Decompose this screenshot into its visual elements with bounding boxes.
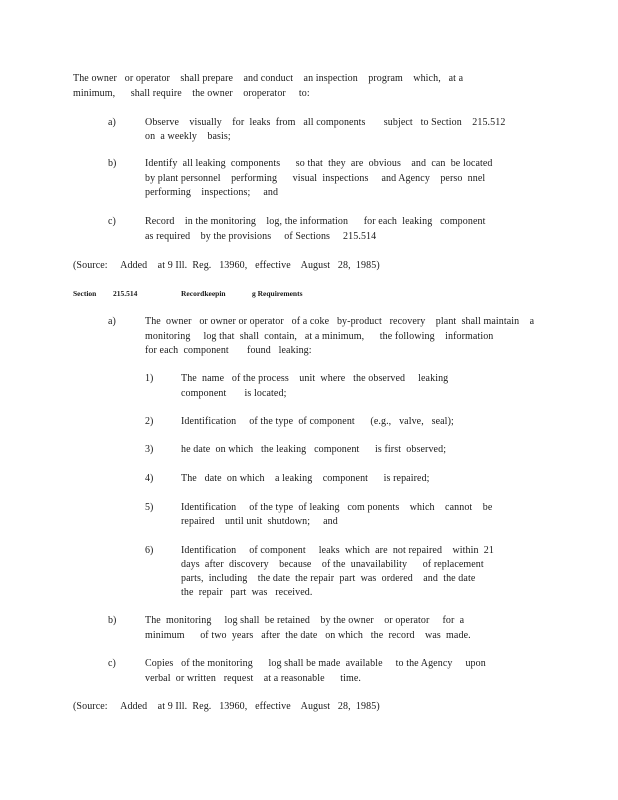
item-line: Identify all leaking components so that they are obvious and can be located	[145, 158, 493, 169]
source-note: (Source: Added at 9 Ill. Reg. 13960, effective August 28, 1985)	[73, 260, 380, 271]
sub-item-line: parts, including the date the repair part was ordered and the date	[181, 573, 476, 584]
item-line: minimum of two years after the date on which the record was made.	[145, 630, 471, 641]
sub-item-line: Identification of the type of component (e.g., valve, seal);	[181, 416, 454, 427]
intro-line: The owner or operator shall prepare and conduct an inspection program which, at a	[73, 73, 464, 84]
sub-item-line: repaired until unit shutdown; and	[181, 516, 338, 527]
sub-item-label: 1)	[145, 373, 154, 384]
sub-item-line: Identification of component leaks which are not repaired within 21	[181, 545, 495, 556]
sub-item-line: the repair part was received.	[181, 587, 313, 598]
item-line: on a weekly basis;	[145, 131, 231, 142]
item-label: c)	[108, 658, 116, 669]
item-line: for each component found leaking:	[145, 345, 312, 356]
sub-item-label: 3)	[145, 444, 154, 455]
item-line: Observe visually for leaks from all components subject to Section 215.512	[145, 117, 506, 128]
sub-item-label: 5)	[145, 502, 154, 513]
sub-item-line: days after discovery because of the unavailability of replacement	[181, 559, 484, 570]
sub-item-line: component is located;	[181, 388, 287, 399]
sub-item-label: 6)	[145, 545, 154, 556]
sub-item-line: he date on which the leaking component is first observed;	[181, 444, 447, 455]
sub-item-line: The name of the process unit where the observed leaking	[181, 373, 449, 384]
item-line: The monitoring log shall be retained by the owner or operator for a	[145, 615, 465, 626]
item-label: a)	[108, 117, 116, 128]
item-label: b)	[108, 615, 117, 626]
sub-item-line: The date on which a leaking component is repaired;	[181, 473, 430, 484]
source-note: (Source: Added at 9 Ill. Reg. 13960, effective August 28, 1985)	[73, 701, 380, 712]
intro-line: minimum, shall require the owner oroperator to:	[73, 88, 310, 99]
item-line: The owner or owner or operator of a coke by-product recovery plant shall maintain a	[145, 316, 535, 327]
item-line: Record in the monitoring log, the information for each leaking component	[145, 216, 486, 227]
sub-item-line: Identification of the type of leaking com ponents which cannot be	[181, 502, 493, 513]
item-line: Copies of the monitoring log shall be made available to the Agency upon	[145, 658, 486, 669]
item-line: as required by the provisions of Sections 215.514	[145, 231, 377, 242]
item-label: a)	[108, 316, 116, 327]
sub-item-label: 2)	[145, 416, 154, 427]
section-number: 215.514	[113, 289, 138, 298]
section-title-part: g Requirements	[252, 289, 303, 298]
section-word: Section	[73, 289, 97, 298]
item-line: by plant personnel performing visual inspections and Agency perso nnel	[145, 173, 486, 184]
item-line: performing inspections; and	[145, 187, 279, 198]
section-title-part: Recordkeepin	[181, 289, 226, 298]
item-line: monitoring log that shall contain, at a minimum, the following information	[145, 331, 494, 342]
item-label: b)	[108, 158, 117, 169]
item-line: verbal or written request at a reasonable time.	[145, 673, 361, 684]
item-label: c)	[108, 216, 116, 227]
sub-item-label: 4)	[145, 473, 154, 484]
